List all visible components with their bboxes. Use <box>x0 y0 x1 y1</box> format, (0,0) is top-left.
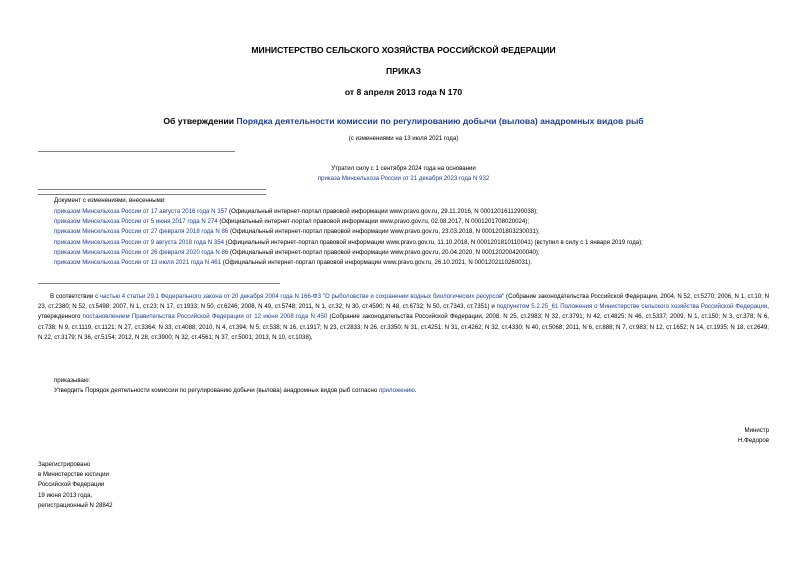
amendments-list <box>54 207 643 268</box>
list-item <box>54 248 643 258</box>
list-item <box>54 238 643 248</box>
government-decree-link[interactable]: постановлением Правительства Российской Федерации от 12 июня 2008 года N 450 <box>82 313 328 321</box>
amendments-heading: Документ с изменениями, внесенными: <box>54 197 166 204</box>
amendment-link[interactable]: приказом Минсельхоза России от 9 августа 2018 года N 354 <box>54 238 224 246</box>
regulation-link[interactable]: подпунктом 5.2.25_61 Положения о Министерстве сельского хозяйства Российской Федерации <box>496 303 768 311</box>
list-item <box>54 227 643 237</box>
list-item <box>54 207 643 217</box>
list-item <box>54 217 643 227</box>
preamble-text: (Собрание законодательства Российской Федерации, 2004, N 52, ст.5270; 2006, N 1, ст.10; N 23, ст.2380; N 52, ст.5498; 2007, N 1, ст.23; N 17, ст.1933; N 50, ст.6246; 2008, N 49, ст.5748; 2011, N 1, ст.32; N 30, ст.4590; N 48, ст.6732; N 50, ст.7343, ст.7351) и <box>38 293 770 311</box>
amendment-source: (Официальный интернет-портал правовой информации www.pravo.gov.ru, 11.10.2018, N 0001201810110041) (вступил в силу с 1 января 2019 года); <box>223 238 643 246</box>
registration-line: в Министерстве юстиции <box>38 471 109 479</box>
signatory-role: Министр <box>744 427 769 434</box>
title-link[interactable]: Порядка деятельности комиссии по регулированию добычи (вылова) анадромных видов рыб <box>236 116 644 126</box>
registration-block <box>38 460 113 511</box>
divider <box>38 194 266 195</box>
amendment-source: (Официальный интернет-портал правовой информации www.pravo.gov.ru, 02.08.2017, N 0001201708020024); <box>217 218 530 226</box>
doc-date-number: от 8 апреля 2013 года N 170 <box>344 87 463 97</box>
list-item <box>54 258 643 268</box>
divider <box>38 151 235 152</box>
title-prefix: Об утверждении <box>163 116 237 126</box>
law-link[interactable]: частью 4 статьи 29.1 Федерального закона от 20 декабря 2004 года N 166-ФЗ "О рыболовстве и сохранении водных биологических ресурсов" <box>99 293 505 300</box>
amendment-link[interactable]: приказом Минсельхоза России от 13 июля 2021 года N 461 <box>54 259 222 267</box>
ministry-heading: МИНИСТЕРСТВО СЕЛЬСКОГО ХОЗЯЙСТВА РОССИЙСКОЙ ФЕДЕРАЦИИ <box>251 45 556 55</box>
amendment-link[interactable]: приказом Минсельхоза России от 5 июня 2017 года N 274 <box>54 218 218 226</box>
registration-line: Зарегистрировано <box>38 461 91 468</box>
signatory-name: Н.Федоров <box>738 437 769 444</box>
divider <box>38 189 266 190</box>
registration-line: регистрационный N 28842 <box>38 501 113 509</box>
document-title <box>0 116 807 126</box>
validity-link[interactable]: приказа Минсельхоза России от 21 декабря 2023 года N 932 <box>317 175 490 182</box>
amendment-source: (Официальный интернет-портал правовой информации www.pravo.gov.ru, 23.03.2018, N 0001201803230031); <box>228 228 540 236</box>
validity-line: Утратил силу с 1 сентября 2024 года на основании <box>331 165 476 172</box>
divider <box>38 283 280 284</box>
registration-line: 19 июня 2013 года, <box>38 491 93 499</box>
amendment-link[interactable]: приказом Минсельхоза России от 26 февраля 2020 года N 86 <box>54 248 229 256</box>
amendment-source: (Официальный интернет-портал правовой информации www.pravo.gov.ru, 29.11.2016, N 0001201611290038); <box>227 208 538 215</box>
order-word: приказываю: <box>54 377 91 384</box>
amendment-link[interactable]: приказом Минсельхоза России от 27 февраля 2018 года N 86 <box>54 228 229 236</box>
preamble-text: , утвержденного <box>38 303 769 321</box>
amendment-note: (с изменениями на 13 июля 2021 года) <box>348 135 459 142</box>
amendment-source: (Официальный интернет-портал правовой информации www.pravo.gov.ru, 20.04.2020, N 0001202004200040); <box>228 248 540 256</box>
order-paragraph <box>54 386 417 396</box>
preamble-paragraph <box>38 292 769 343</box>
amendment-source: (Официальный интернет-портал правовой информации www.pravo.gov.ru, 26.10.2021, N 0001202110260031). <box>221 259 533 267</box>
preamble-text: (Собрание законодательства Российской Федерации, 2008, N 25, ст.2983; N 32, ст.3791; N 42, ст.4825; N 46, ст.5337; 2009, N 1, ст.150; N 3, ст.378; N 6, ст.738; N 9, ст.1119, ст.1121; N 27, ст.3364; N 33, ст.4088; 2010, N 4, ст.394; N 5, ст.538; N 16, ст.1917; N 23, ст.2833; N 26, ст.3350; N 31, ст.4251; N 31, ст.4262; N 32, ст.4330; N 40, ст.5068; 2011, N 6, ст.888; N 7, ст.983; N 12, ст.1652; N 14, ст.1935; N 18, ст.2649; N 22, ст.3179; N 36, ст.5154; 2012, N 28, ст.3900; N 32, ст.4561; N 37, ст.5001; 2013, N 10, ст.1038), <box>38 313 769 341</box>
amendment-link[interactable]: приказом Минсельхоза России от 17 августа 2016 года N 357 <box>54 208 228 215</box>
appendix-link[interactable]: приложению <box>378 387 415 394</box>
registration-line: Российской Федерации <box>38 481 105 489</box>
preamble-text: В соответствии с <box>50 293 100 300</box>
order-text: . <box>414 387 417 394</box>
doc-type-heading: ПРИКАЗ <box>386 66 421 76</box>
order-text: Утвердить Порядок деятельности комиссии по регулированию добычи (вылова) анадромных видов рыб согласно <box>54 387 379 394</box>
